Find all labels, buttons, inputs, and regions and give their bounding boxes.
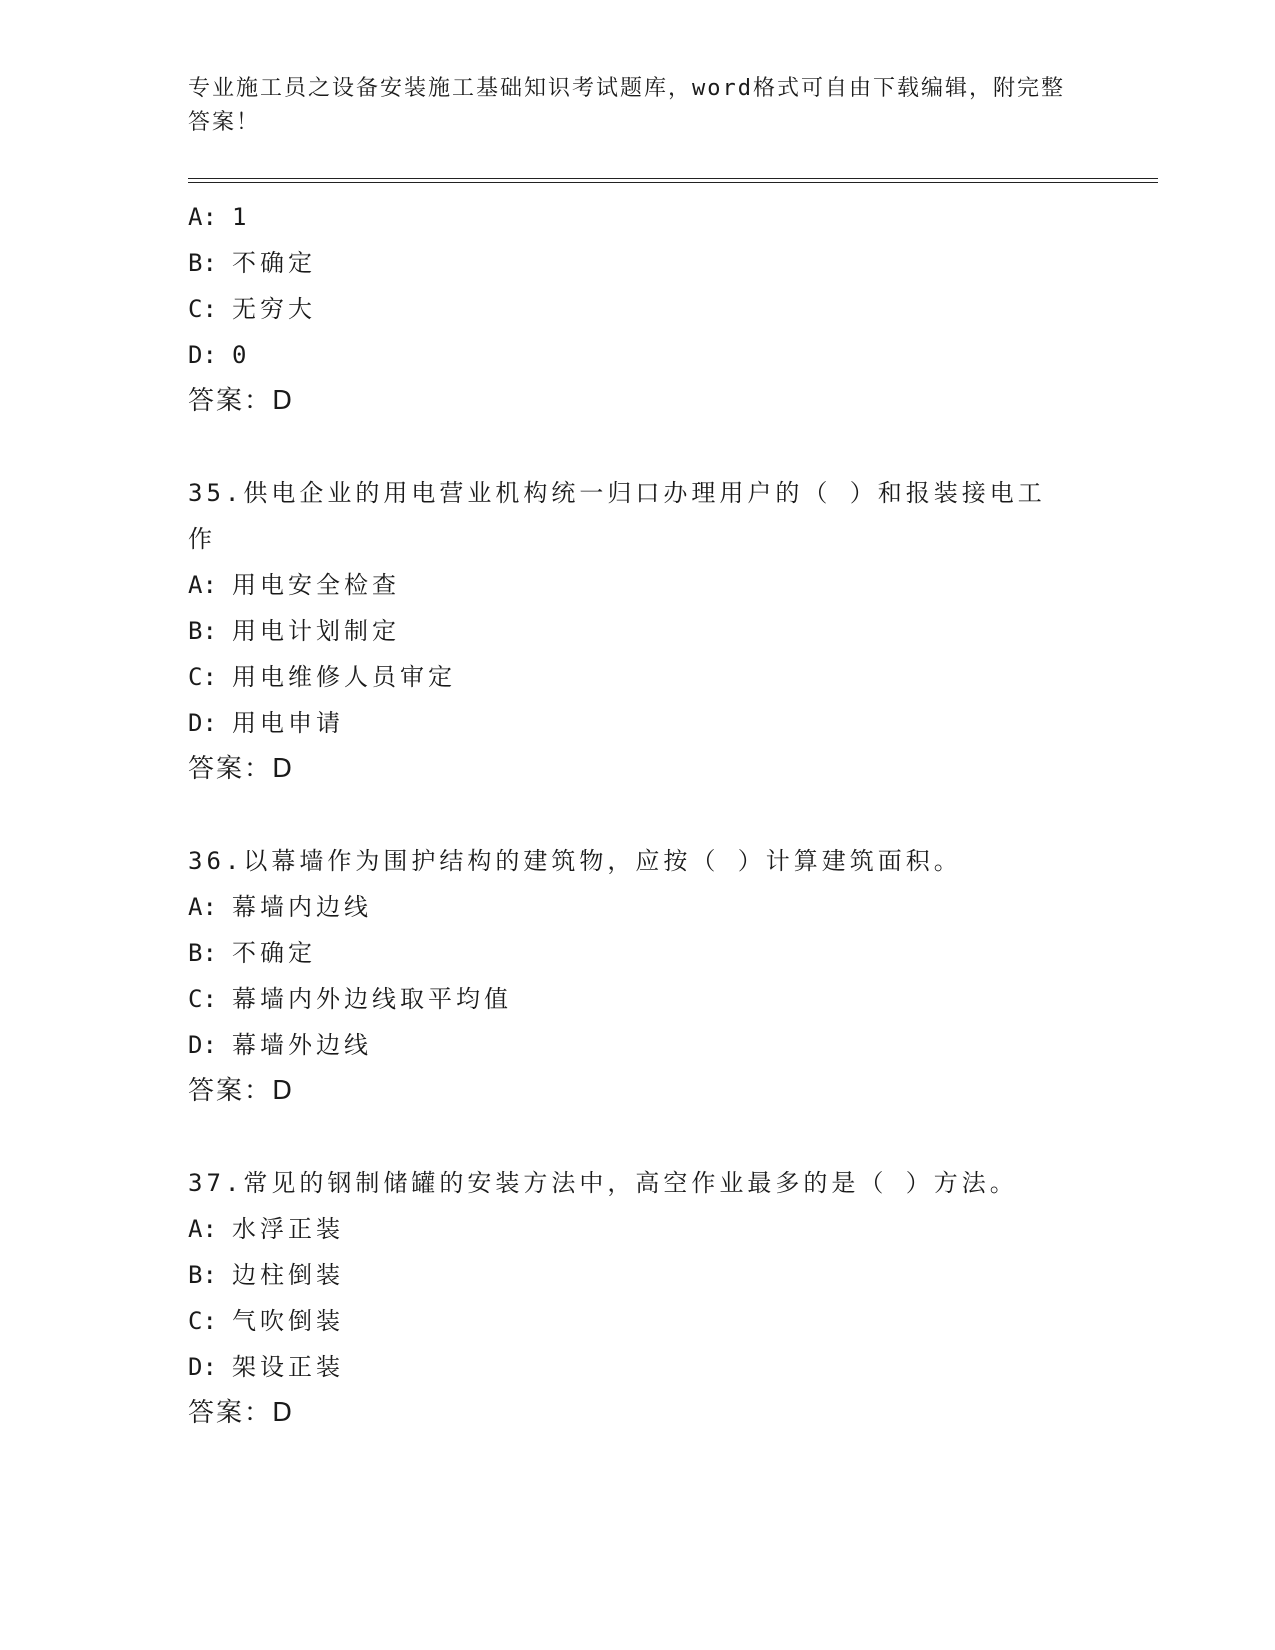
answer-line: 答案：D <box>188 1076 295 1106</box>
option-c: C: 气吹倒装 <box>188 1307 344 1335</box>
question-block <box>188 1160 1088 1436</box>
option-a: A: 水浮正装 <box>188 1215 344 1243</box>
option-d: D: 用电申请 <box>188 709 344 737</box>
question-text: 36.以幕墙作为围护结构的建筑物，应按（ ）计算建筑面积。 <box>188 847 962 875</box>
option-d: D: 幕墙外边线 <box>188 1031 372 1059</box>
option-a: A: 用电安全检查 <box>188 571 400 599</box>
option-b: B: 边柱倒装 <box>188 1261 344 1289</box>
question-content <box>188 194 1088 1436</box>
answer-line: 答案：D <box>188 386 295 416</box>
option-a: A: 幕墙内边线 <box>188 893 372 921</box>
question-block <box>188 470 1088 792</box>
option-c: C: 无穷大 <box>188 295 316 323</box>
prev-question-block <box>188 194 1088 424</box>
option-d: D: 0 <box>188 341 251 369</box>
question-text: 37.常见的钢制储罐的安装方法中，高空作业最多的是（ ）方法。 <box>188 1169 1018 1197</box>
question-block <box>188 838 1088 1114</box>
answer-line: 答案：D <box>188 754 295 784</box>
answer-line: 答案：D <box>188 1398 295 1428</box>
document-header: 专业施工员之设备安装施工基础知识考试题库，word格式可自由下载编辑，附完整答案！ <box>188 76 1065 135</box>
question-text: 35.供电企业的用电营业机构统一归口办理用户的（ ）和报装接电工作 <box>188 479 1046 553</box>
option-c: C: 用电维修人员审定 <box>188 663 456 691</box>
option-b: B: 用电计划制定 <box>188 617 400 645</box>
option-a: A: 1 <box>188 203 251 231</box>
option-b: B: 不确定 <box>188 939 316 967</box>
option-c: C: 幕墙内外边线取平均值 <box>188 985 512 1013</box>
option-d: D: 架设正装 <box>188 1353 344 1381</box>
header-divider <box>188 178 1158 183</box>
option-b: B: 不确定 <box>188 249 316 277</box>
